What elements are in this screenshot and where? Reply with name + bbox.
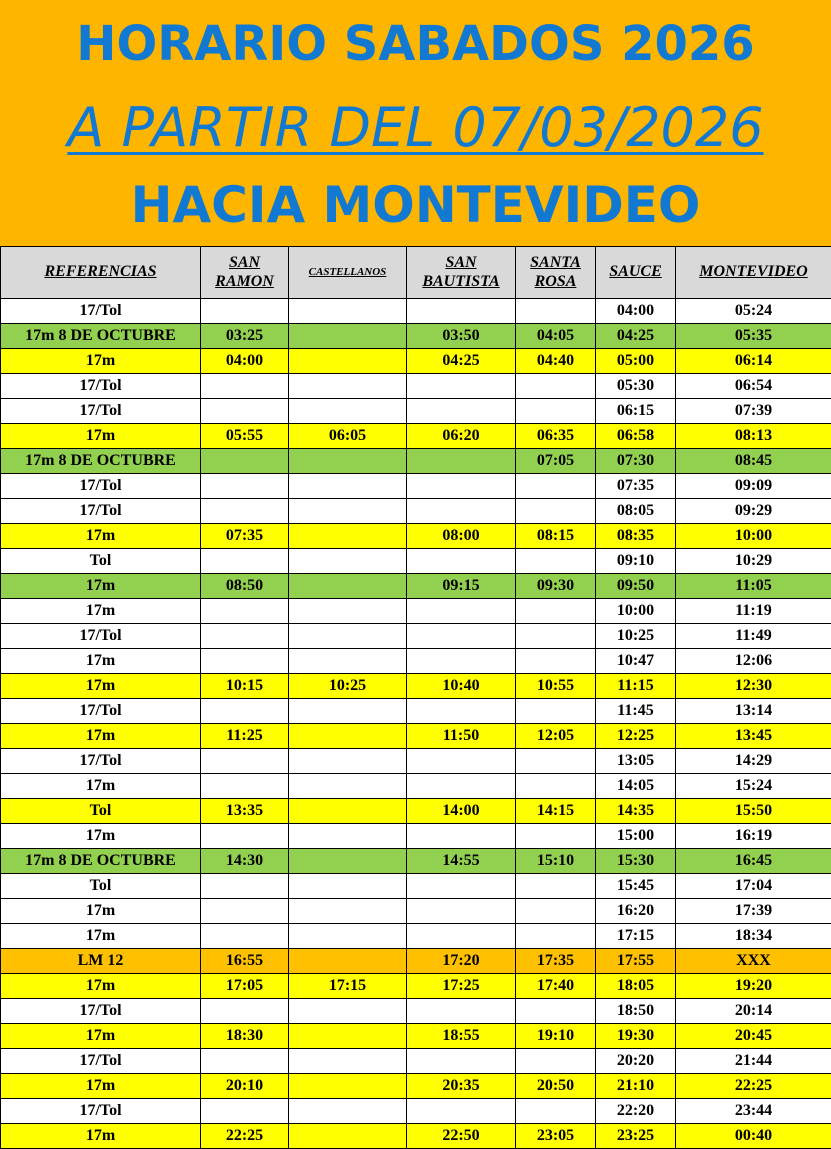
schedule-body: [1, 299, 831, 1149]
destination-heading: HACIA MONTEVIDEO: [130, 176, 701, 234]
table-row: [1, 899, 831, 924]
cell-santa-rosa: 08:15: [516, 524, 596, 549]
cell-san-bautista: 11:50: [407, 724, 516, 749]
cell-castellanos: 10:25: [289, 674, 407, 699]
cell-san-ramon: 08:50: [201, 574, 289, 599]
schedule-header: [0, 0, 831, 246]
cell-san-ramon: [201, 924, 289, 949]
cell-castellanos: [289, 699, 407, 724]
cell-santa-rosa: 17:40: [516, 974, 596, 999]
cell-santa-rosa: [516, 1099, 596, 1124]
cell-santa-rosa: [516, 624, 596, 649]
cell-santa-rosa: 19:10: [516, 1024, 596, 1049]
table-row: [1, 774, 831, 799]
cell-san-ramon: [201, 599, 289, 624]
cell-san-bautista: [407, 1099, 516, 1124]
cell-referencia: 17m: [1, 649, 201, 674]
cell-castellanos: 06:05: [289, 424, 407, 449]
cell-san-bautista: 03:50: [407, 324, 516, 349]
cell-san-ramon: 05:55: [201, 424, 289, 449]
cell-sauce: 07:35: [596, 474, 676, 499]
cell-castellanos: [289, 1074, 407, 1099]
cell-san-bautista: [407, 899, 516, 924]
cell-montevideo: 23:44: [676, 1099, 831, 1124]
cell-san-bautista: [407, 499, 516, 524]
cell-san-bautista: 06:20: [407, 424, 516, 449]
cell-santa-rosa: 15:10: [516, 849, 596, 874]
cell-montevideo: 17:04: [676, 874, 831, 899]
cell-referencia: 17/Tol: [1, 999, 201, 1024]
cell-santa-rosa: 17:35: [516, 949, 596, 974]
cell-referencia: 17m: [1, 599, 201, 624]
cell-montevideo: 14:29: [676, 749, 831, 774]
cell-santa-rosa: [516, 749, 596, 774]
cell-san-ramon: [201, 449, 289, 474]
cell-san-bautista: [407, 999, 516, 1024]
cell-referencia: 17/Tol: [1, 374, 201, 399]
cell-referencia: 17/Tol: [1, 299, 201, 324]
cell-san-bautista: [407, 774, 516, 799]
cell-sauce: 15:45: [596, 874, 676, 899]
cell-san-ramon: 07:35: [201, 524, 289, 549]
cell-san-bautista: [407, 474, 516, 499]
cell-castellanos: [289, 1124, 407, 1149]
table-row: [1, 799, 831, 824]
page-title: HORARIO SABADOS 2026: [76, 16, 755, 72]
table-row: [1, 549, 831, 574]
cell-santa-rosa: 07:05: [516, 449, 596, 474]
cell-san-bautista: [407, 1049, 516, 1074]
cell-montevideo: 06:14: [676, 349, 831, 374]
table-row: [1, 1049, 831, 1074]
table-row: [1, 674, 831, 699]
cell-montevideo: 22:25: [676, 1074, 831, 1099]
cell-castellanos: [289, 549, 407, 574]
cell-sauce: 22:20: [596, 1099, 676, 1124]
cell-referencia: 17m: [1, 674, 201, 699]
cell-san-bautista: 17:25: [407, 974, 516, 999]
cell-montevideo: 20:45: [676, 1024, 831, 1049]
cell-santa-rosa: 09:30: [516, 574, 596, 599]
cell-montevideo: 20:14: [676, 999, 831, 1024]
cell-santa-rosa: 04:40: [516, 349, 596, 374]
cell-santa-rosa: 14:15: [516, 799, 596, 824]
cell-san-ramon: [201, 299, 289, 324]
table-row: [1, 649, 831, 674]
table-row: [1, 699, 831, 724]
cell-santa-rosa: [516, 774, 596, 799]
cell-san-ramon: [201, 699, 289, 724]
cell-san-ramon: 13:35: [201, 799, 289, 824]
cell-referencia: LM 12: [1, 949, 201, 974]
cell-santa-rosa: [516, 474, 596, 499]
cell-castellanos: [289, 724, 407, 749]
cell-sauce: 11:15: [596, 674, 676, 699]
cell-sauce: 17:55: [596, 949, 676, 974]
cell-sauce: 05:30: [596, 374, 676, 399]
cell-san-ramon: [201, 874, 289, 899]
cell-castellanos: [289, 999, 407, 1024]
cell-montevideo: 18:34: [676, 924, 831, 949]
cell-san-ramon: [201, 749, 289, 774]
cell-castellanos: [289, 1099, 407, 1124]
cell-referencia: 17m: [1, 1024, 201, 1049]
cell-referencia: 17m: [1, 824, 201, 849]
cell-sauce: 07:30: [596, 449, 676, 474]
valid-from-subtitle: A PARTIR DEL 07/03/2026: [67, 96, 764, 159]
table-row: [1, 1024, 831, 1049]
cell-sauce: 14:05: [596, 774, 676, 799]
cell-montevideo: 00:40: [676, 1124, 831, 1149]
cell-castellanos: [289, 524, 407, 549]
cell-sauce: 09:10: [596, 549, 676, 574]
cell-montevideo: 09:29: [676, 499, 831, 524]
cell-san-ramon: 10:15: [201, 674, 289, 699]
cell-referencia: Tol: [1, 874, 201, 899]
cell-castellanos: [289, 299, 407, 324]
cell-castellanos: [289, 924, 407, 949]
cell-san-bautista: [407, 624, 516, 649]
cell-castellanos: [289, 474, 407, 499]
cell-castellanos: [289, 1049, 407, 1074]
cell-santa-rosa: [516, 924, 596, 949]
cell-san-ramon: [201, 374, 289, 399]
cell-san-ramon: [201, 499, 289, 524]
cell-sauce: 13:05: [596, 749, 676, 774]
cell-montevideo: 17:39: [676, 899, 831, 924]
col-header-montevideo: MONTEVIDEO: [676, 247, 831, 299]
cell-santa-rosa: [516, 649, 596, 674]
cell-montevideo: 21:44: [676, 1049, 831, 1074]
col-header-san-bautista: SAN BAUTISTA: [407, 247, 516, 299]
table-header-row: [1, 247, 831, 299]
cell-montevideo: 11:49: [676, 624, 831, 649]
table-row: [1, 424, 831, 449]
cell-san-bautista: [407, 699, 516, 724]
cell-montevideo: 19:20: [676, 974, 831, 999]
cell-san-bautista: 08:00: [407, 524, 516, 549]
cell-montevideo: XXX: [676, 949, 831, 974]
table-row: [1, 474, 831, 499]
cell-sauce: 15:30: [596, 849, 676, 874]
cell-sauce: 10:25: [596, 624, 676, 649]
cell-san-ramon: [201, 1099, 289, 1124]
cell-sauce: 19:30: [596, 1024, 676, 1049]
cell-santa-rosa: [516, 1049, 596, 1074]
cell-san-ramon: [201, 624, 289, 649]
cell-sauce: 12:25: [596, 724, 676, 749]
cell-santa-rosa: [516, 499, 596, 524]
cell-sauce: 18:05: [596, 974, 676, 999]
cell-san-bautista: [407, 374, 516, 399]
cell-san-ramon: [201, 824, 289, 849]
cell-san-bautista: 10:40: [407, 674, 516, 699]
table-row: [1, 724, 831, 749]
cell-castellanos: [289, 799, 407, 824]
cell-san-bautista: [407, 649, 516, 674]
cell-castellanos: [289, 1024, 407, 1049]
cell-santa-rosa: [516, 549, 596, 574]
cell-san-bautista: [407, 549, 516, 574]
cell-castellanos: [289, 374, 407, 399]
table-row: [1, 399, 831, 424]
cell-sauce: 15:00: [596, 824, 676, 849]
cell-referencia: Tol: [1, 549, 201, 574]
cell-san-bautista: [407, 299, 516, 324]
cell-referencia: 17m: [1, 1074, 201, 1099]
table-row: [1, 849, 831, 874]
cell-castellanos: [289, 749, 407, 774]
table-row: [1, 924, 831, 949]
cell-castellanos: [289, 324, 407, 349]
cell-montevideo: 16:45: [676, 849, 831, 874]
col-header-santa-rosa: SANTA ROSA: [516, 247, 596, 299]
col-header-san-ramon: SAN RAMON: [201, 247, 289, 299]
cell-san-ramon: 11:25: [201, 724, 289, 749]
table-row: [1, 1124, 831, 1149]
cell-castellanos: [289, 824, 407, 849]
cell-referencia: 17m 8 DE OCTUBRE: [1, 449, 201, 474]
cell-sauce: 09:50: [596, 574, 676, 599]
cell-san-ramon: 03:25: [201, 324, 289, 349]
cell-referencia: Tol: [1, 799, 201, 824]
table-row: [1, 324, 831, 349]
cell-san-bautista: 14:00: [407, 799, 516, 824]
cell-castellanos: [289, 574, 407, 599]
cell-san-ramon: 17:05: [201, 974, 289, 999]
table-row: [1, 374, 831, 399]
cell-sauce: 20:20: [596, 1049, 676, 1074]
table-row: [1, 299, 831, 324]
cell-san-ramon: [201, 474, 289, 499]
cell-montevideo: 16:19: [676, 824, 831, 849]
cell-san-ramon: 22:25: [201, 1124, 289, 1149]
cell-referencia: 17/Tol: [1, 399, 201, 424]
cell-montevideo: 08:45: [676, 449, 831, 474]
cell-san-bautista: 04:25: [407, 349, 516, 374]
table-row: [1, 749, 831, 774]
col-header-sauce: SAUCE: [596, 247, 676, 299]
table-row: [1, 524, 831, 549]
cell-castellanos: [289, 849, 407, 874]
cell-san-ramon: 20:10: [201, 1074, 289, 1099]
cell-sauce: 04:25: [596, 324, 676, 349]
cell-montevideo: 05:35: [676, 324, 831, 349]
cell-santa-rosa: [516, 899, 596, 924]
cell-san-bautista: 22:50: [407, 1124, 516, 1149]
cell-referencia: 17/Tol: [1, 1049, 201, 1074]
cell-referencia: 17m: [1, 924, 201, 949]
cell-san-bautista: 18:55: [407, 1024, 516, 1049]
cell-santa-rosa: [516, 874, 596, 899]
cell-montevideo: 07:39: [676, 399, 831, 424]
cell-referencia: 17m: [1, 524, 201, 549]
cell-montevideo: 15:24: [676, 774, 831, 799]
cell-sauce: 11:45: [596, 699, 676, 724]
cell-montevideo: 15:50: [676, 799, 831, 824]
cell-san-ramon: [201, 899, 289, 924]
cell-sauce: 06:58: [596, 424, 676, 449]
cell-san-ramon: 14:30: [201, 849, 289, 874]
cell-montevideo: 08:13: [676, 424, 831, 449]
cell-castellanos: [289, 399, 407, 424]
cell-san-bautista: [407, 399, 516, 424]
cell-san-bautista: 20:35: [407, 1074, 516, 1099]
table-row: [1, 874, 831, 899]
cell-san-ramon: [201, 549, 289, 574]
cell-santa-rosa: [516, 299, 596, 324]
cell-montevideo: 12:06: [676, 649, 831, 674]
cell-san-bautista: [407, 924, 516, 949]
schedule-table: [0, 246, 831, 1149]
table-row: [1, 1074, 831, 1099]
col-header-referencias: REFERENCIAS: [1, 247, 201, 299]
cell-referencia: 17m: [1, 974, 201, 999]
table-row: [1, 499, 831, 524]
cell-referencia: 17m: [1, 574, 201, 599]
cell-referencia: 17m: [1, 349, 201, 374]
cell-referencia: 17/Tol: [1, 1099, 201, 1124]
cell-sauce: 18:50: [596, 999, 676, 1024]
cell-santa-rosa: [516, 599, 596, 624]
cell-castellanos: [289, 449, 407, 474]
cell-montevideo: 10:00: [676, 524, 831, 549]
cell-santa-rosa: 20:50: [516, 1074, 596, 1099]
table-row: [1, 624, 831, 649]
cell-san-bautista: [407, 749, 516, 774]
cell-montevideo: 09:09: [676, 474, 831, 499]
cell-sauce: 16:20: [596, 899, 676, 924]
cell-referencia: 17/Tol: [1, 499, 201, 524]
cell-san-bautista: 14:55: [407, 849, 516, 874]
cell-san-ramon: [201, 774, 289, 799]
cell-santa-rosa: 04:05: [516, 324, 596, 349]
cell-sauce: 04:00: [596, 299, 676, 324]
cell-san-bautista: 09:15: [407, 574, 516, 599]
cell-referencia: 17m: [1, 724, 201, 749]
cell-san-bautista: [407, 824, 516, 849]
cell-san-ramon: [201, 399, 289, 424]
cell-sauce: 23:25: [596, 1124, 676, 1149]
cell-castellanos: [289, 349, 407, 374]
cell-santa-rosa: 06:35: [516, 424, 596, 449]
cell-sauce: 17:15: [596, 924, 676, 949]
cell-sauce: 05:00: [596, 349, 676, 374]
cell-montevideo: 13:45: [676, 724, 831, 749]
cell-castellanos: [289, 874, 407, 899]
cell-san-bautista: 17:20: [407, 949, 516, 974]
cell-referencia: 17/Tol: [1, 749, 201, 774]
cell-castellanos: [289, 899, 407, 924]
cell-referencia: 17m: [1, 424, 201, 449]
cell-san-ramon: 18:30: [201, 1024, 289, 1049]
cell-referencia: 17/Tol: [1, 474, 201, 499]
table-row: [1, 349, 831, 374]
cell-montevideo: 12:30: [676, 674, 831, 699]
cell-referencia: 17m 8 DE OCTUBRE: [1, 849, 201, 874]
cell-sauce: 06:15: [596, 399, 676, 424]
cell-castellanos: [289, 624, 407, 649]
table-row: [1, 449, 831, 474]
cell-referencia: 17m 8 DE OCTUBRE: [1, 324, 201, 349]
table-row: [1, 599, 831, 624]
cell-sauce: 10:00: [596, 599, 676, 624]
cell-montevideo: 06:54: [676, 374, 831, 399]
cell-san-ramon: 04:00: [201, 349, 289, 374]
cell-san-ramon: [201, 999, 289, 1024]
table-row: [1, 949, 831, 974]
cell-montevideo: 11:05: [676, 574, 831, 599]
cell-san-bautista: [407, 874, 516, 899]
col-header-castellanos: CASTELLANOS: [289, 247, 407, 299]
table-row: [1, 974, 831, 999]
cell-santa-rosa: [516, 374, 596, 399]
cell-referencia: 17m: [1, 774, 201, 799]
cell-santa-rosa: 12:05: [516, 724, 596, 749]
cell-san-ramon: 16:55: [201, 949, 289, 974]
cell-referencia: 17m: [1, 899, 201, 924]
cell-san-bautista: [407, 599, 516, 624]
cell-castellanos: 17:15: [289, 974, 407, 999]
cell-sauce: 21:10: [596, 1074, 676, 1099]
cell-montevideo: 10:29: [676, 549, 831, 574]
cell-santa-rosa: 10:55: [516, 674, 596, 699]
cell-referencia: 17m: [1, 1124, 201, 1149]
cell-castellanos: [289, 599, 407, 624]
cell-santa-rosa: [516, 399, 596, 424]
cell-san-ramon: [201, 649, 289, 674]
cell-santa-rosa: [516, 824, 596, 849]
table-row: [1, 574, 831, 599]
cell-sauce: 14:35: [596, 799, 676, 824]
cell-sauce: 08:35: [596, 524, 676, 549]
cell-referencia: 17/Tol: [1, 699, 201, 724]
table-row: [1, 1099, 831, 1124]
cell-castellanos: [289, 649, 407, 674]
table-row: [1, 999, 831, 1024]
cell-santa-rosa: 23:05: [516, 1124, 596, 1149]
table-row: [1, 824, 831, 849]
cell-santa-rosa: [516, 699, 596, 724]
cell-sauce: 10:47: [596, 649, 676, 674]
cell-castellanos: [289, 949, 407, 974]
cell-referencia: 17/Tol: [1, 624, 201, 649]
cell-montevideo: 05:24: [676, 299, 831, 324]
cell-montevideo: 11:19: [676, 599, 831, 624]
cell-castellanos: [289, 774, 407, 799]
cell-san-ramon: [201, 1049, 289, 1074]
cell-sauce: 08:05: [596, 499, 676, 524]
cell-castellanos: [289, 499, 407, 524]
cell-san-bautista: [407, 449, 516, 474]
cell-montevideo: 13:14: [676, 699, 831, 724]
cell-santa-rosa: [516, 999, 596, 1024]
